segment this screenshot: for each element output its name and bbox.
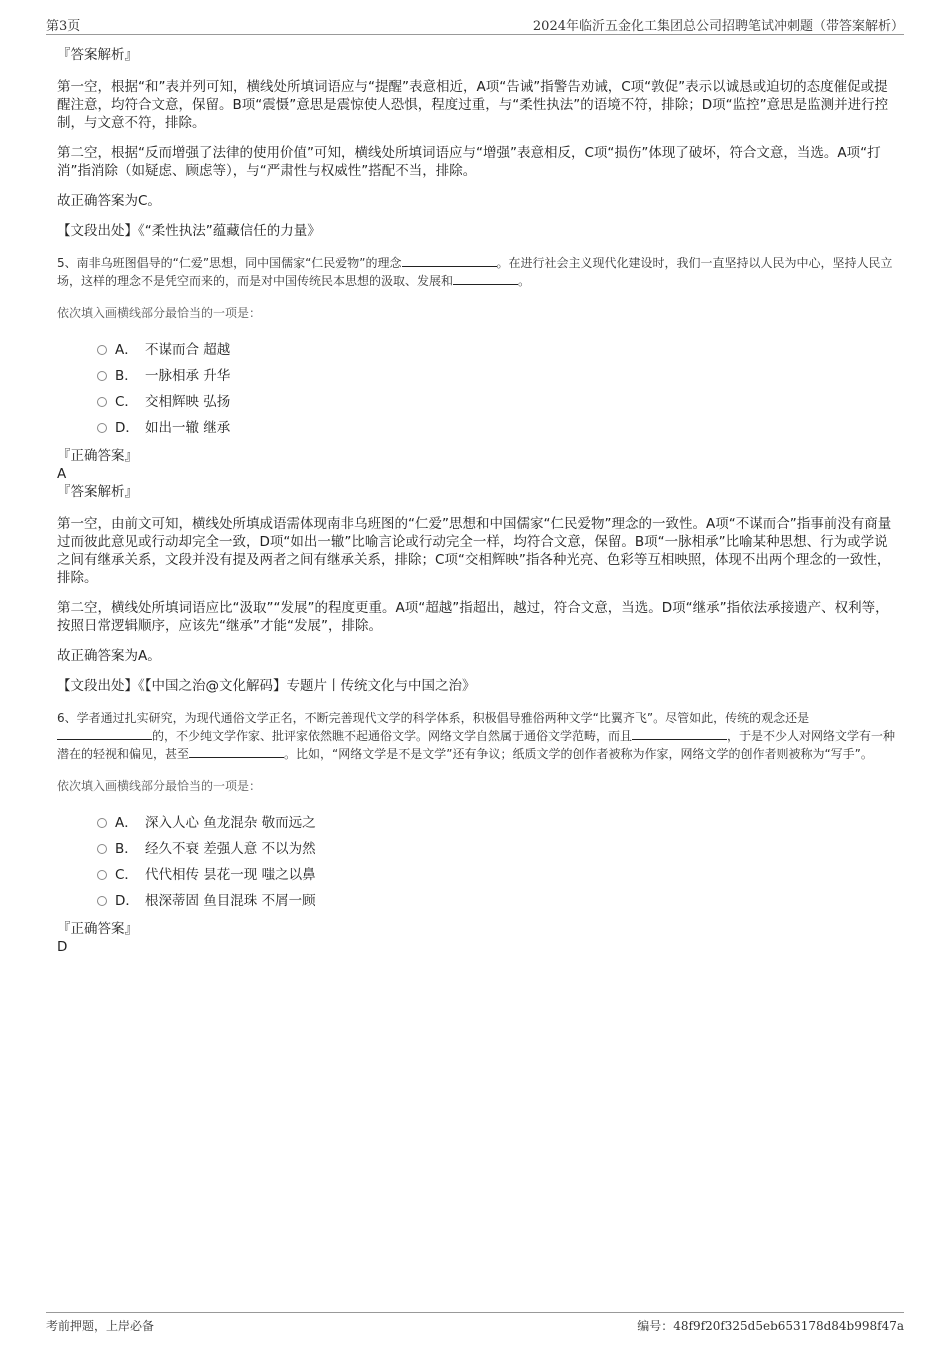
blank-line: [402, 254, 497, 267]
option-a[interactable]: A． 不谋而合 超越: [97, 337, 897, 363]
page-number: 第3页: [46, 19, 81, 34]
option-a[interactable]: A． 深入人心 鱼龙混杂 敬而远之: [97, 810, 897, 836]
option-b[interactable]: B． 一脉相承 升华: [97, 363, 897, 389]
radio-icon[interactable]: [97, 371, 107, 381]
q5-analysis-label: 『答案解析』: [57, 484, 138, 500]
question-5-text: 5、南非乌班图倡导的“仁爱”思想，同中国儒家“仁民爱物”的理念 。在进行社会主义现代化建设时，我们一直坚持以人民为中心，坚持人民立场，这样的理念不是凭空而来的，而是对中国传统民本思想的汲取、发展和 。: [57, 256, 893, 288]
q4-conclusion: 故正确答案为C。: [57, 193, 161, 209]
radio-icon[interactable]: [97, 345, 107, 355]
blank-line: [453, 272, 518, 285]
q5-analysis-p1: 第一空，由前文可知，横线处所填成语需体现南非乌班图的“仁爱”思想和中国儒家“仁民爱物”理念的一致性。A项“不谋而合”指事前没有商量过而彼此意见或行动却完全一致，D项“如出一辙”比喻言论或行动完全一样，均符合文意，保留。B项“一脉相承”比喻某种思想、行为或学说之间有继承关系，文段并没有提及两者之间有继承关系，排除；C项“交相辉映”指各种光亮、色彩等互相映照，体现不出两个理念的一致性，排除。: [57, 516, 892, 586]
option-c[interactable]: C． 交相辉映 弘扬: [97, 389, 897, 415]
page-footer: [46, 1312, 904, 1335]
question-6-text: 6、学者通过扎实研究，为现代通俗文学正名，不断完善现代文学的科学体系，积极倡导雅俗两种文学“比翼齐飞”。尽管如此，传统的观念还是的，不少纯文学作家、批评家依然瞧不起通俗文学。网络文学自然属于通俗文学范畴，而且 ，于是不少人对网络文学有一种潜在的轻视和偏见，甚至 。比如，“网络文学是不是文学”还有争议；纸质文学的创作者被称为作家，网络文学的创作者则被称为“写手”。: [57, 711, 896, 761]
q5-answer: A: [57, 466, 67, 482]
question-5-instruction: 依次填入画横线部分最恰当的一项是：: [57, 306, 262, 320]
q5-conclusion: 故正确答案为A。: [57, 648, 161, 664]
question-5-options: [97, 337, 897, 441]
question-6-options: [97, 810, 897, 914]
radio-icon[interactable]: [97, 844, 107, 854]
q5-answer-label: 『正确答案』: [57, 448, 138, 464]
radio-icon[interactable]: [97, 896, 107, 906]
option-c[interactable]: C． 代代相传 昙花一现 嗤之以鼻: [97, 862, 897, 888]
q5-source: 【文段出处】《【中国之治@文化解码】专题片丨传统文化与中国之治》: [57, 678, 476, 694]
q5-analysis-p2: 第二空，横线处所填词语应比“汲取”“发展”的程度更重。A项“超越”指超出，越过，符合文意，当选。D项“继承”指依法承接遗产、权利等，按照日常逻辑顺序，应该先“继承”才能“发展”，排除。: [57, 600, 889, 634]
radio-icon[interactable]: [97, 423, 107, 433]
option-b[interactable]: B． 经久不衰 差强人意 不以为然: [97, 836, 897, 862]
document-title: 2024年临沂五金化工集团总公司招聘笔试冲刺题（带答案解析）: [532, 19, 904, 34]
q4-analysis-p1: 第一空，根据“和”表并列可知，横线处所填词语应与“提醒”表意相近，A项“告诫”指警告劝诫，C项“敦促”表示以诚恳或迫切的态度催促或提醒注意，均符合文意，保留。B项“震慑”意思是震惊使人恐惧，程度过重，与“柔性执法”的语境不符，排除；D项“监控”意思是监测并进行控制，与文意不符，排除。: [57, 79, 889, 131]
radio-icon[interactable]: [97, 397, 107, 407]
radio-icon[interactable]: [97, 818, 107, 828]
blank-line: [189, 745, 284, 758]
q4-analysis-label: 『答案解析』: [57, 47, 138, 63]
blank-line: [57, 727, 152, 740]
option-d[interactable]: D． 如出一辙 继承: [97, 415, 897, 441]
document-id: 编号：48f9f20f325d5eb653178d84b998f47a: [637, 1319, 904, 1333]
q6-answer: D: [57, 939, 68, 955]
q4-source: 【文段出处】《“柔性执法”蕴藏信任的力量》: [57, 223, 321, 239]
option-d[interactable]: D． 根深蒂固 鱼目混珠 不屑一顾: [97, 888, 897, 914]
question-6-instruction: 依次填入画横线部分最恰当的一项是：: [57, 779, 262, 793]
q6-answer-label: 『正确答案』: [57, 921, 138, 937]
main-content: [57, 46, 897, 956]
blank-line: [632, 727, 727, 740]
q4-analysis-p2: 第二空，根据“反而增强了法律的使用价值”可知，横线处所填词语应与“增强”表意相反，C项“损伤”体现了破坏，符合文意，当选。A项“打消”指消除（如疑虑、顾虑等），与“严肃性与权威性”搭配不当，排除。: [57, 145, 881, 179]
footer-slogan: 考前押题，上岸必备: [46, 1319, 155, 1333]
radio-icon[interactable]: [97, 870, 107, 880]
page-header: [46, 12, 904, 35]
